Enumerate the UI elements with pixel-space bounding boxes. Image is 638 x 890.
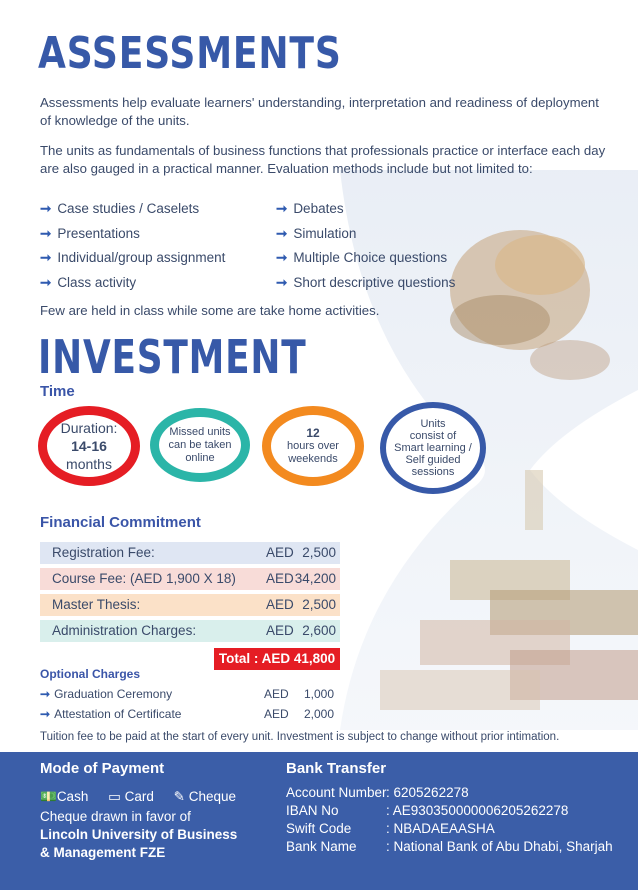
bank-value: : 6205262278 [386,785,469,800]
bank-key: Bank Name [286,839,357,854]
arrow-right-icon: ➞ [40,274,52,290]
bank-value: : National Bank of Abu Dhabi, Sharjah [386,839,613,854]
total-badge: Total : AED 41,800 [214,648,340,670]
list-item: ➞ Case studies / Caselets [40,201,200,216]
optional-charges-label: Optional Charges [40,667,141,681]
list-item: ➞ Simulation [276,225,357,241]
arrow-right-icon: ➞ [40,225,52,241]
arrow-right-icon: ➞ [40,707,51,721]
payment-methods: 💵Cash ▭ Card ✎ Cheque [40,789,237,804]
list-item: ➞ Short descriptive questions [276,274,456,290]
arrow-right-icon: ➞ [40,201,52,216]
bank-key: Swift Code [286,821,352,836]
optional-currency: AED [264,687,289,701]
card-icon: ▭ [108,789,121,804]
payment-footer [0,752,638,890]
cheque-icon: ✎ [173,789,185,804]
arrow-right-icon: ➞ [276,201,288,216]
optional-currency: AED [264,707,289,721]
fee-row-thesis: Master Thesis: AED 2,500 [40,594,340,616]
optional-item: ➞ Attestation of Certificate [40,707,182,721]
optional-amount: 1,000 [304,687,335,701]
fee-row-administration: Administration Charges: AED 2,600 [40,620,340,642]
assessments-intro: Assessments help evaluate learners' understanding, interpretation and readiness of deployment of knowledge of the units. [40,95,599,128]
bank-transfer-title: Bank Transfer [286,760,387,777]
optional-item: ➞ Graduation Ceremony [40,687,173,701]
list-item: ➞ Presentations [40,225,140,241]
payee-name-1: Lincoln University of Business [40,827,238,842]
bank-key: IBAN No [286,803,339,818]
time-label: Time [40,383,75,400]
optional-amount: 2,000 [304,707,335,721]
arrow-right-icon: ➞ [40,250,52,265]
payment-mode-title: Mode of Payment [40,760,165,777]
fee-row-registration: Registration Fee: AED 2,500 [40,542,340,564]
list-item: ➞ Class activity [40,274,137,290]
arrow-right-icon: ➞ [40,687,51,701]
bank-key: Account Number [286,785,387,800]
cash-icon: 💵 [40,789,57,804]
payee-name-2: & Management FZE [40,845,166,860]
online-units-circle: Missed units can be taken online [150,408,250,482]
assessments-note: Few are held in class while some are take home activities. [40,303,380,318]
investment-title: INVESTMENT [38,330,307,384]
duration-circle: Duration: 14-16 months [38,406,140,486]
arrow-right-icon: ➞ [276,274,288,290]
bank-value: : AE930350000006205262278 [386,803,569,818]
fee-row-course: Course Fee: (AED 1,900 X 18) AED 34,200 [40,568,340,590]
weekend-hours-circle: 12 hours over weekends [262,406,364,486]
bank-value: : NBADAEAASHA [386,821,495,836]
cheque-line: Cheque drawn in favor of [40,809,191,824]
smart-learning-circle: Units consist of Smart learning / Self guided sessions [380,402,486,494]
assessments-methods-intro: The units as fundamentals of business functions that professionals practice or interface each day are also gauged in a practical manner. Evaluation methods include but not limited to: [40,143,606,176]
arrow-right-icon: ➞ [276,225,288,241]
assessments-title: ASSESSMENTS [38,28,342,79]
methods-list-right [276,197,455,295]
list-item: ➞ Multiple Choice questions [276,250,448,265]
list-item: ➞ Individual/group assignment [40,250,226,265]
list-item: ➞ Debates [276,201,344,216]
arrow-right-icon: ➞ [276,250,288,265]
methods-list-left [40,197,225,295]
financial-commitment-label: Financial Commitment [40,514,201,531]
tuition-note: Tuition fee to be paid at the start of every unit. Investment is subject to change without prior intimation. [40,731,560,743]
